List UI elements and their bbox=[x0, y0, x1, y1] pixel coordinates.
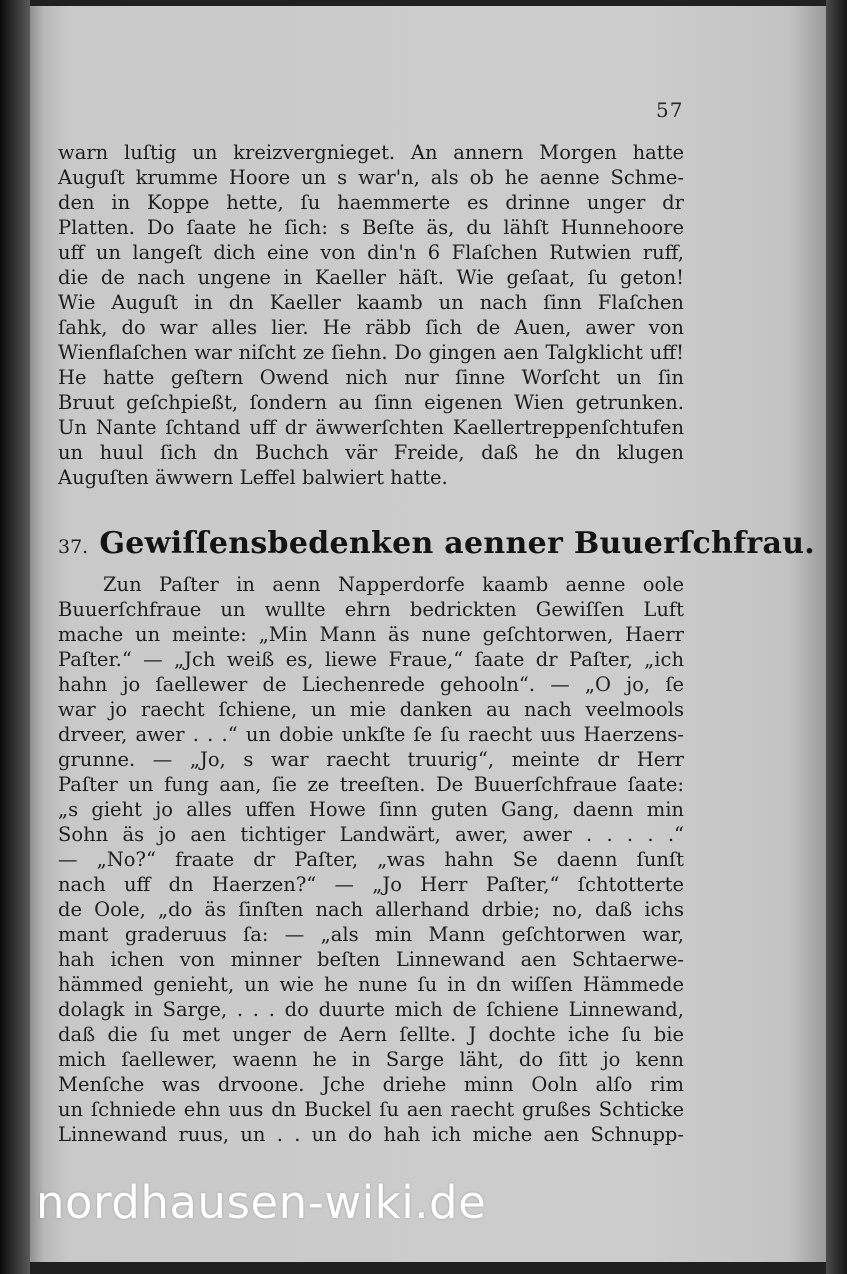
text-line: mich ſaellewer, waenn he in Sarge läht, do ſitt jo kenn bbox=[58, 1048, 684, 1071]
text-line: die de nach ungene in Kaeller häſt. Wie geſaat, ſu geton! bbox=[58, 266, 684, 289]
text-line: daß die ſu met unger de Aern ſellte. J dochte iche ſu bie bbox=[58, 1023, 684, 1046]
spine-shadow bbox=[0, 0, 30, 1274]
text-line: mant graderuus ſa: — „als min Mann geſchtorwen war, bbox=[58, 923, 684, 946]
text-line: Zun Paſter in aenn Napperdorfe kaamb aenne oole bbox=[103, 573, 684, 596]
text-line: grunne. — „Jo, s war raecht truurig“, meinte dr Herr bbox=[58, 748, 684, 771]
text-line: drveer, awer . . .“ un dobie unkſte ſe ſu raecht uus Haerzens- bbox=[58, 723, 684, 746]
text-line: hämmed genieht, un wie he nune ſu in dn wiſſen Hämmede bbox=[58, 973, 684, 996]
text-line: Buuerſchfraue un wullte ehrn bedrickten Gewiſſen Luft bbox=[58, 598, 684, 621]
text-line: hah ichen von minner beſten Linnewand aen Schtaerwe- bbox=[58, 948, 684, 971]
text-line: — „No?“ fraate dr Paſter, „was hahn Se daenn ſunſt bbox=[58, 848, 684, 871]
section-number: 37. bbox=[58, 536, 89, 558]
text-line: uff un langeſt dich eine von din'n 6 Flaſchen Rutwien ruff, bbox=[58, 241, 684, 264]
watermark-text: nordhausen-wiki.de bbox=[36, 1176, 487, 1229]
text-line: de Oole, „do äs ſinſten nach allerhand drbie; no, daß ichs bbox=[58, 898, 684, 921]
text-line: Linnewand ruus, un . . un do hah ich miche aen Schnupp- bbox=[58, 1123, 684, 1146]
text-line: den in Koppe hette, ſu haemmerte es drinne unger dr bbox=[58, 191, 684, 214]
text-line: warn luſtig un kreizvergnieget. An annern Morgen hatte bbox=[58, 141, 684, 164]
text-line: ſahk, do war alles lier. He räbb ſich de Auen, awer von bbox=[58, 316, 684, 339]
text-line: Paſter un fung aan, ſie ze treeſten. De Buuerſchfraue ſaate: bbox=[58, 773, 684, 796]
text-line: He hatte geſtern Owend nich nur ſinne Worſcht un ſin bbox=[58, 366, 684, 389]
text-line: Bruut geſchpießt, ſondern au ſinn eigenen Wien getrunken. bbox=[58, 391, 684, 414]
text-line: Auguſten äwwern Leffel balwiert hatte. bbox=[58, 466, 448, 489]
text-line: un ſchniede ehn uus dn Buckel ſu aen raecht grußes Schticke bbox=[58, 1098, 684, 1121]
text-line: mache un meinte: „Min Mann äs nune geſchtorwen, Haerr bbox=[58, 623, 684, 646]
text-line: Wienflaſchen war niſcht ze ſiehn. Do gingen aen Talgklicht uff! bbox=[58, 341, 684, 364]
text-line: Menſche was drvoone. Jche driehe minn Ooln alſo rim bbox=[58, 1073, 684, 1096]
text-line: Platten. Do ſaate he ſich: s Beſte äs, du lähſt Hunnehoore bbox=[58, 216, 684, 239]
text-line: „s gieht jo alles uffen Howe ſinn guten Gang, daenn min bbox=[58, 798, 684, 821]
section-title: Gewiſſensbedenken aenner Buuerſchfrau. bbox=[99, 526, 816, 561]
text-line: hahn jo ſaellewer de Liechenrede gehooln“. — „O jo, ſe bbox=[58, 673, 684, 696]
page-number: 57 bbox=[656, 98, 684, 122]
text-line: Sohn äs jo aen tichtiger Landwärt, awer, awer . . . . .“ bbox=[58, 823, 684, 846]
text-line: Paſter.“ — „Jch weiß es, liewe Fraue,“ ſaate dr Paſter, „ich bbox=[58, 648, 684, 671]
text-line: Auguſt krumme Hoore un s war'n, als ob he aenne Schme- bbox=[58, 166, 684, 189]
text-line: un huul ſich dn Buchch vär Freide, daß he dn klugen bbox=[58, 441, 684, 464]
section-heading bbox=[58, 526, 816, 570]
page-edge bbox=[826, 0, 847, 1274]
text-line: war jo raecht ſchiene, un mie danken au nach veelmools bbox=[58, 698, 684, 721]
text-line: Wie Auguſt in dn Kaeller kaamb un nach ſinn Flaſchen bbox=[58, 291, 684, 314]
text-line: nach uff dn Haerzen?“ — „Jo Herr Paſter,“ ſchtotterte bbox=[58, 873, 684, 896]
text-line: Un Nante ſchtand uff dr äwwerſchten Kaellertreppenſchtufen bbox=[58, 416, 684, 439]
text-line: dolagk in Sarge, . . . do duurte mich de ſchiene Linnewand, bbox=[58, 998, 684, 1021]
